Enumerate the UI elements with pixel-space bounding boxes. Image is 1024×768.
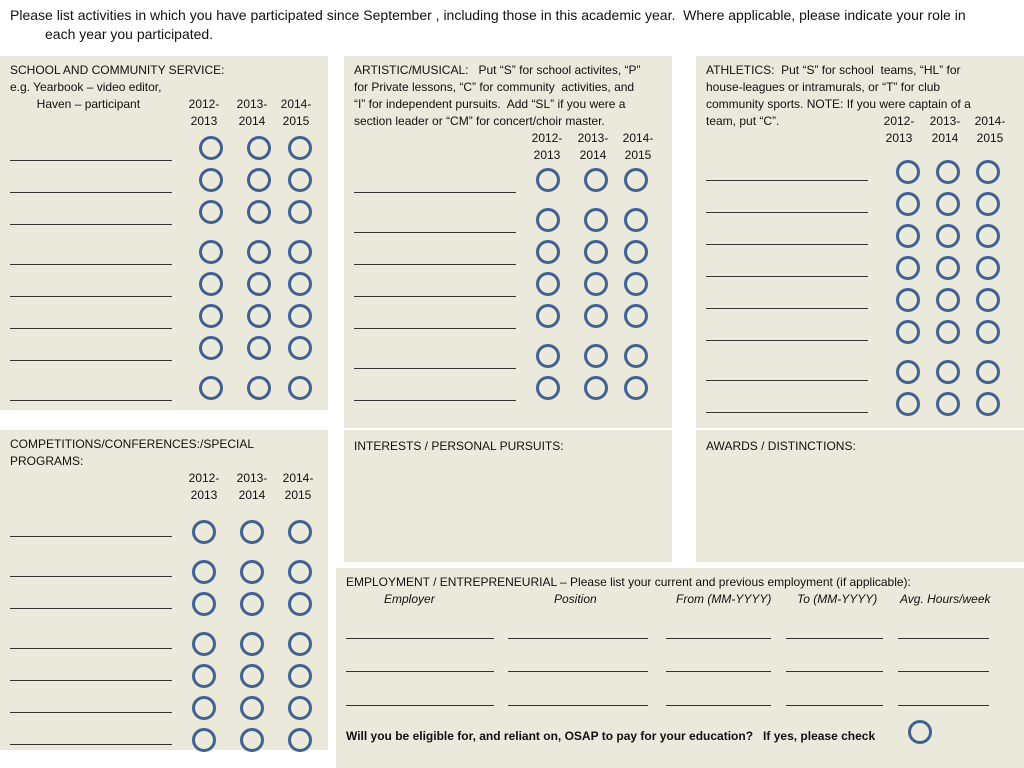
artistic-year-2-checkbox[interactable] bbox=[584, 272, 608, 296]
school-activity-line[interactable] bbox=[10, 160, 172, 161]
school-activity-line[interactable] bbox=[10, 328, 172, 329]
school-year-3-checkbox[interactable] bbox=[288, 304, 312, 328]
athletics-year-3-checkbox[interactable] bbox=[976, 320, 1000, 344]
employment-heading: EMPLOYMENT / ENTREPRENEURIAL – Please list your current and previous employment (if applicable): bbox=[346, 575, 911, 589]
athletics-year-1-checkbox[interactable] bbox=[896, 224, 920, 248]
school-year-2-checkbox[interactable] bbox=[247, 136, 271, 160]
competitions-year-2014: 2014- 2015 bbox=[282, 471, 314, 502]
instructions: Please list activities in which you have participated since September , including those in this academic year. Where applicable, please indicate your role in each year you participated. bbox=[10, 7, 966, 42]
school-activity-line[interactable] bbox=[10, 192, 172, 193]
position-line[interactable] bbox=[508, 705, 648, 706]
competitions-year-3-checkbox[interactable] bbox=[288, 592, 312, 616]
athletics-heading: ATHLETICS: Put “S” for school teams, “HL” for house-leagues or intramurals, or “T” for club community sports. NOTE: If you were captain of a team, put “C”. bbox=[706, 63, 971, 128]
competitions-year-3-checkbox[interactable] bbox=[288, 632, 312, 656]
competitions-activity-line[interactable] bbox=[10, 648, 172, 649]
position-column-header: Position bbox=[554, 592, 597, 606]
athletics-year-3-checkbox[interactable] bbox=[976, 160, 1000, 184]
competitions-year-1-checkbox[interactable] bbox=[192, 696, 216, 720]
school-year-3-checkbox[interactable] bbox=[288, 136, 312, 160]
athletics-year-3-checkbox[interactable] bbox=[976, 392, 1000, 416]
competitions-year-1-checkbox[interactable] bbox=[192, 664, 216, 688]
artistic-activity-line[interactable] bbox=[354, 192, 516, 193]
artistic-year-1-checkbox[interactable] bbox=[536, 376, 560, 400]
osap-question: Will you be eligible for, and reliant on, OSAP to pay for your education? If yes, please check bbox=[346, 729, 876, 743]
athletics-year-3-checkbox[interactable] bbox=[976, 360, 1000, 384]
artistic-year-1-checkbox[interactable] bbox=[536, 168, 560, 192]
to-date-line[interactable] bbox=[786, 705, 883, 706]
artistic-year-1-checkbox[interactable] bbox=[536, 344, 560, 368]
competitions-activity-line[interactable] bbox=[10, 744, 172, 745]
employer-line[interactable] bbox=[346, 705, 494, 706]
artistic-year-1-checkbox[interactable] bbox=[536, 208, 560, 232]
school-year-2-checkbox[interactable] bbox=[247, 168, 271, 192]
employer-line[interactable] bbox=[346, 671, 494, 672]
competitions-year-3-checkbox[interactable] bbox=[288, 696, 312, 720]
school-year-1-checkbox[interactable] bbox=[199, 376, 223, 400]
artistic-activity-line[interactable] bbox=[354, 264, 516, 265]
school-year-2-checkbox[interactable] bbox=[247, 272, 271, 296]
athletics-year-2-checkbox[interactable] bbox=[936, 160, 960, 184]
artistic-year-2012: 2012- 2013 bbox=[531, 131, 563, 162]
competitions-year-2-checkbox[interactable] bbox=[240, 560, 264, 584]
school-year-2-checkbox[interactable] bbox=[247, 200, 271, 224]
competitions-year-3-checkbox[interactable] bbox=[288, 728, 312, 752]
athletics-year-1-checkbox[interactable] bbox=[896, 192, 920, 216]
athletics-year-2-checkbox[interactable] bbox=[936, 392, 960, 416]
artistic-year-3-checkbox[interactable] bbox=[624, 304, 648, 328]
athletics-activity-line[interactable] bbox=[706, 340, 868, 341]
school-year-1-checkbox[interactable] bbox=[199, 168, 223, 192]
osap-checkbox[interactable] bbox=[908, 720, 932, 744]
artistic-year-3-checkbox[interactable] bbox=[624, 272, 648, 296]
athletics-year-2-checkbox[interactable] bbox=[936, 288, 960, 312]
athletics-year-2-checkbox[interactable] bbox=[936, 360, 960, 384]
school-year-3-checkbox[interactable] bbox=[288, 272, 312, 296]
athletics-year-2-checkbox[interactable] bbox=[936, 256, 960, 280]
competitions-year-2-checkbox[interactable] bbox=[240, 592, 264, 616]
to-column-header: To (MM-YYYY) bbox=[797, 592, 878, 606]
competitions-year-2-checkbox[interactable] bbox=[240, 632, 264, 656]
hours-column-header: Avg. Hours/week bbox=[900, 592, 991, 606]
school-year-2-checkbox[interactable] bbox=[247, 376, 271, 400]
competitions-activity-line[interactable] bbox=[10, 576, 172, 577]
school-year-3-checkbox[interactable] bbox=[288, 240, 312, 264]
employer-column-header: Employer bbox=[384, 592, 435, 606]
athletics-year-3-checkbox[interactable] bbox=[976, 256, 1000, 280]
from-column-header: From (MM-YYYY) bbox=[676, 592, 772, 606]
competitions-year-2-checkbox[interactable] bbox=[240, 520, 264, 544]
interests-heading: INTERESTS / PERSONAL PURSUITS: bbox=[354, 439, 564, 453]
from-date-line[interactable] bbox=[666, 638, 771, 639]
school-year-1-checkbox[interactable] bbox=[199, 304, 223, 328]
artistic-year-2-checkbox[interactable] bbox=[584, 344, 608, 368]
athletics-year-2-checkbox[interactable] bbox=[936, 192, 960, 216]
school-activity-line[interactable] bbox=[10, 296, 172, 297]
artistic-year-2014: 2014- 2015 bbox=[622, 131, 654, 162]
competitions-activity-line[interactable] bbox=[10, 680, 172, 681]
school-activity-line[interactable] bbox=[10, 360, 172, 361]
competitions-year-3-checkbox[interactable] bbox=[288, 560, 312, 584]
athletics-year-2-checkbox[interactable] bbox=[936, 224, 960, 248]
school-activity-line[interactable] bbox=[10, 264, 172, 265]
athletics-year-1-checkbox[interactable] bbox=[896, 360, 920, 384]
athletics-year-1-checkbox[interactable] bbox=[896, 320, 920, 344]
school-year-2014: 2014- 2015 bbox=[280, 97, 312, 128]
artistic-year-2-checkbox[interactable] bbox=[584, 240, 608, 264]
athletics-activity-line[interactable] bbox=[706, 276, 868, 277]
athletics-year-2-checkbox[interactable] bbox=[936, 320, 960, 344]
school-year-1-checkbox[interactable] bbox=[199, 240, 223, 264]
artistic-year-1-checkbox[interactable] bbox=[536, 240, 560, 264]
artistic-year-2-checkbox[interactable] bbox=[584, 208, 608, 232]
competitions-heading: COMPETITIONS/CONFERENCES:/SPECIAL PROGRAMS: bbox=[10, 437, 255, 468]
athletics-activity-line[interactable] bbox=[706, 412, 868, 413]
competitions-year-2-checkbox[interactable] bbox=[240, 696, 264, 720]
artistic-year-2-checkbox[interactable] bbox=[584, 304, 608, 328]
school-year-1-checkbox[interactable] bbox=[199, 200, 223, 224]
school-year-1-checkbox[interactable] bbox=[199, 336, 223, 360]
athletics-year-3-checkbox[interactable] bbox=[976, 224, 1000, 248]
competitions-year-2012: 2012- 2013 bbox=[188, 471, 220, 502]
from-date-line[interactable] bbox=[666, 705, 771, 706]
competitions-year-1-checkbox[interactable] bbox=[192, 520, 216, 544]
athletics-year-2014: 2014- 2015 bbox=[974, 114, 1006, 145]
employer-line[interactable] bbox=[346, 638, 494, 639]
school-year-1-checkbox[interactable] bbox=[199, 136, 223, 160]
competitions-year-1-checkbox[interactable] bbox=[192, 632, 216, 656]
athletics-activity-line[interactable] bbox=[706, 212, 868, 213]
artistic-year-2-checkbox[interactable] bbox=[584, 168, 608, 192]
competitions-activity-line[interactable] bbox=[10, 712, 172, 713]
school-year-2012: 2012- 2013 bbox=[188, 97, 220, 128]
competitions-activity-line[interactable] bbox=[10, 536, 172, 537]
athletics-activity-line[interactable] bbox=[706, 380, 868, 381]
artistic-activity-line[interactable] bbox=[354, 400, 516, 401]
athletics-year-2013: 2013- 2014 bbox=[929, 114, 961, 145]
artistic-year-3-checkbox[interactable] bbox=[624, 168, 648, 192]
athletics-year-1-checkbox[interactable] bbox=[896, 288, 920, 312]
artistic-year-1-checkbox[interactable] bbox=[536, 272, 560, 296]
school-year-3-checkbox[interactable] bbox=[288, 336, 312, 360]
school-activity-line[interactable] bbox=[10, 400, 172, 401]
athletics-activity-line[interactable] bbox=[706, 244, 868, 245]
school-year-3-checkbox[interactable] bbox=[288, 376, 312, 400]
athletics-year-3-checkbox[interactable] bbox=[976, 192, 1000, 216]
school-year-2-checkbox[interactable] bbox=[247, 304, 271, 328]
artistic-activity-line[interactable] bbox=[354, 328, 516, 329]
artistic-activity-line[interactable] bbox=[354, 232, 516, 233]
to-date-line[interactable] bbox=[786, 671, 883, 672]
competitions-year-2-checkbox[interactable] bbox=[240, 728, 264, 752]
artistic-year-1-checkbox[interactable] bbox=[536, 304, 560, 328]
athletics-activity-line[interactable] bbox=[706, 180, 868, 181]
competitions-year-3-checkbox[interactable] bbox=[288, 664, 312, 688]
school-year-3-checkbox[interactable] bbox=[288, 200, 312, 224]
school-heading: SCHOOL AND COMMUNITY SERVICE: e.g. Yearbook – video editor, Haven – participant bbox=[10, 63, 225, 111]
competitions-year-2013: 2013- 2014 bbox=[236, 471, 268, 502]
school-activity-line[interactable] bbox=[10, 224, 172, 225]
hours-line[interactable] bbox=[898, 705, 989, 706]
position-line[interactable] bbox=[508, 671, 648, 672]
school-year-1-checkbox[interactable] bbox=[199, 272, 223, 296]
school-year-2-checkbox[interactable] bbox=[247, 240, 271, 264]
artistic-year-3-checkbox[interactable] bbox=[624, 208, 648, 232]
artistic-year-3-checkbox[interactable] bbox=[624, 344, 648, 368]
athletics-year-1-checkbox[interactable] bbox=[896, 160, 920, 184]
athletics-year-1-checkbox[interactable] bbox=[896, 392, 920, 416]
from-date-line[interactable] bbox=[666, 671, 771, 672]
competitions-year-1-checkbox[interactable] bbox=[192, 560, 216, 584]
artistic-year-2013: 2013- 2014 bbox=[577, 131, 609, 162]
athletics-year-3-checkbox[interactable] bbox=[976, 288, 1000, 312]
athletics-year-1-checkbox[interactable] bbox=[896, 256, 920, 280]
to-date-line[interactable] bbox=[786, 638, 883, 639]
artistic-heading: ARTISTIC/MUSICAL: Put “S” for school activites, “P” for Private lessons, “C” for community activities, and “I” for independent pursuits. Add “SL” if you were a section leader or “CM” for concert/choir master. bbox=[354, 63, 641, 128]
artistic-activity-line[interactable] bbox=[354, 368, 516, 369]
competitions-year-1-checkbox[interactable] bbox=[192, 728, 216, 752]
artistic-activity-line[interactable] bbox=[354, 296, 516, 297]
artistic-year-3-checkbox[interactable] bbox=[624, 240, 648, 264]
competitions-year-3-checkbox[interactable] bbox=[288, 520, 312, 544]
school-year-2-checkbox[interactable] bbox=[247, 336, 271, 360]
position-line[interactable] bbox=[508, 638, 648, 639]
athletics-year-2012: 2012- 2013 bbox=[883, 114, 915, 145]
artistic-year-3-checkbox[interactable] bbox=[624, 376, 648, 400]
competitions-year-1-checkbox[interactable] bbox=[192, 592, 216, 616]
school-year-3-checkbox[interactable] bbox=[288, 168, 312, 192]
athletics-activity-line[interactable] bbox=[706, 308, 868, 309]
hours-line[interactable] bbox=[898, 638, 989, 639]
artistic-year-2-checkbox[interactable] bbox=[584, 376, 608, 400]
competitions-activity-line[interactable] bbox=[10, 608, 172, 609]
school-year-2013: 2013- 2014 bbox=[236, 97, 268, 128]
competitions-year-2-checkbox[interactable] bbox=[240, 664, 264, 688]
hours-line[interactable] bbox=[898, 671, 989, 672]
awards-heading: AWARDS / DISTINCTIONS: bbox=[706, 439, 856, 453]
